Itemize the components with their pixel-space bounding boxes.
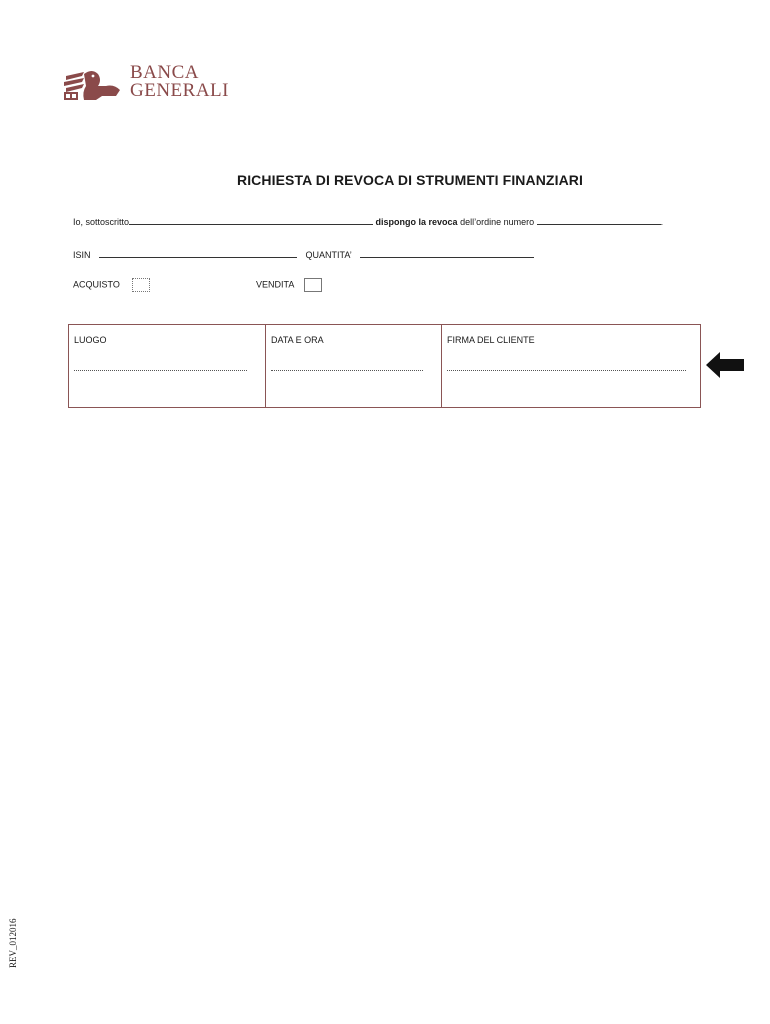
date-time-dotted-line: [271, 370, 423, 371]
arrow-left-icon: [706, 352, 744, 378]
place-cell[interactable]: [69, 325, 266, 407]
signatory-label: Io, sottoscritto: [73, 217, 130, 227]
client-signature-cell[interactable]: [442, 325, 700, 407]
signatory-name-field[interactable]: [129, 215, 373, 225]
logo-text-generali: GENERALI: [130, 80, 229, 101]
bank-logo: [62, 62, 232, 104]
form-line-operation: [73, 278, 150, 292]
date-time-label: DATA E ORA: [271, 335, 324, 345]
place-label: LUOGO: [74, 335, 107, 345]
place-dotted-line: [74, 370, 247, 371]
order-number-label: dell’ordine numero: [460, 217, 535, 227]
logo-text-banca: BANCA: [130, 62, 200, 83]
form-line-isin: [73, 248, 534, 260]
isin-label: ISIN: [73, 250, 91, 260]
quantity-label: QUANTITA’: [305, 250, 352, 260]
form-line-sale: [256, 278, 322, 292]
winged-lion-icon: [62, 66, 124, 102]
sale-label: VENDITA: [256, 279, 294, 290]
revoke-statement: dispongo la revoca: [375, 217, 458, 227]
form-line-signatory: [73, 215, 663, 227]
purchase-checkbox[interactable]: [132, 278, 150, 292]
sale-checkbox[interactable]: [304, 278, 322, 292]
client-signature-dotted-line: [447, 370, 686, 371]
order-number-field[interactable]: [537, 215, 661, 225]
quantity-field[interactable]: [360, 248, 534, 258]
page-title: RICHIESTA DI REVOCA DI STRUMENTI FINANZIARI: [236, 172, 583, 188]
line-end-period: .: [660, 217, 664, 227]
signature-table: [68, 324, 701, 408]
purchase-label: ACQUISTO: [73, 279, 120, 290]
client-signature-label: FIRMA DEL CLIENTE: [447, 335, 535, 345]
date-time-cell[interactable]: [266, 325, 442, 407]
isin-field[interactable]: [99, 248, 297, 258]
revision-code: REV_012016: [8, 918, 18, 968]
